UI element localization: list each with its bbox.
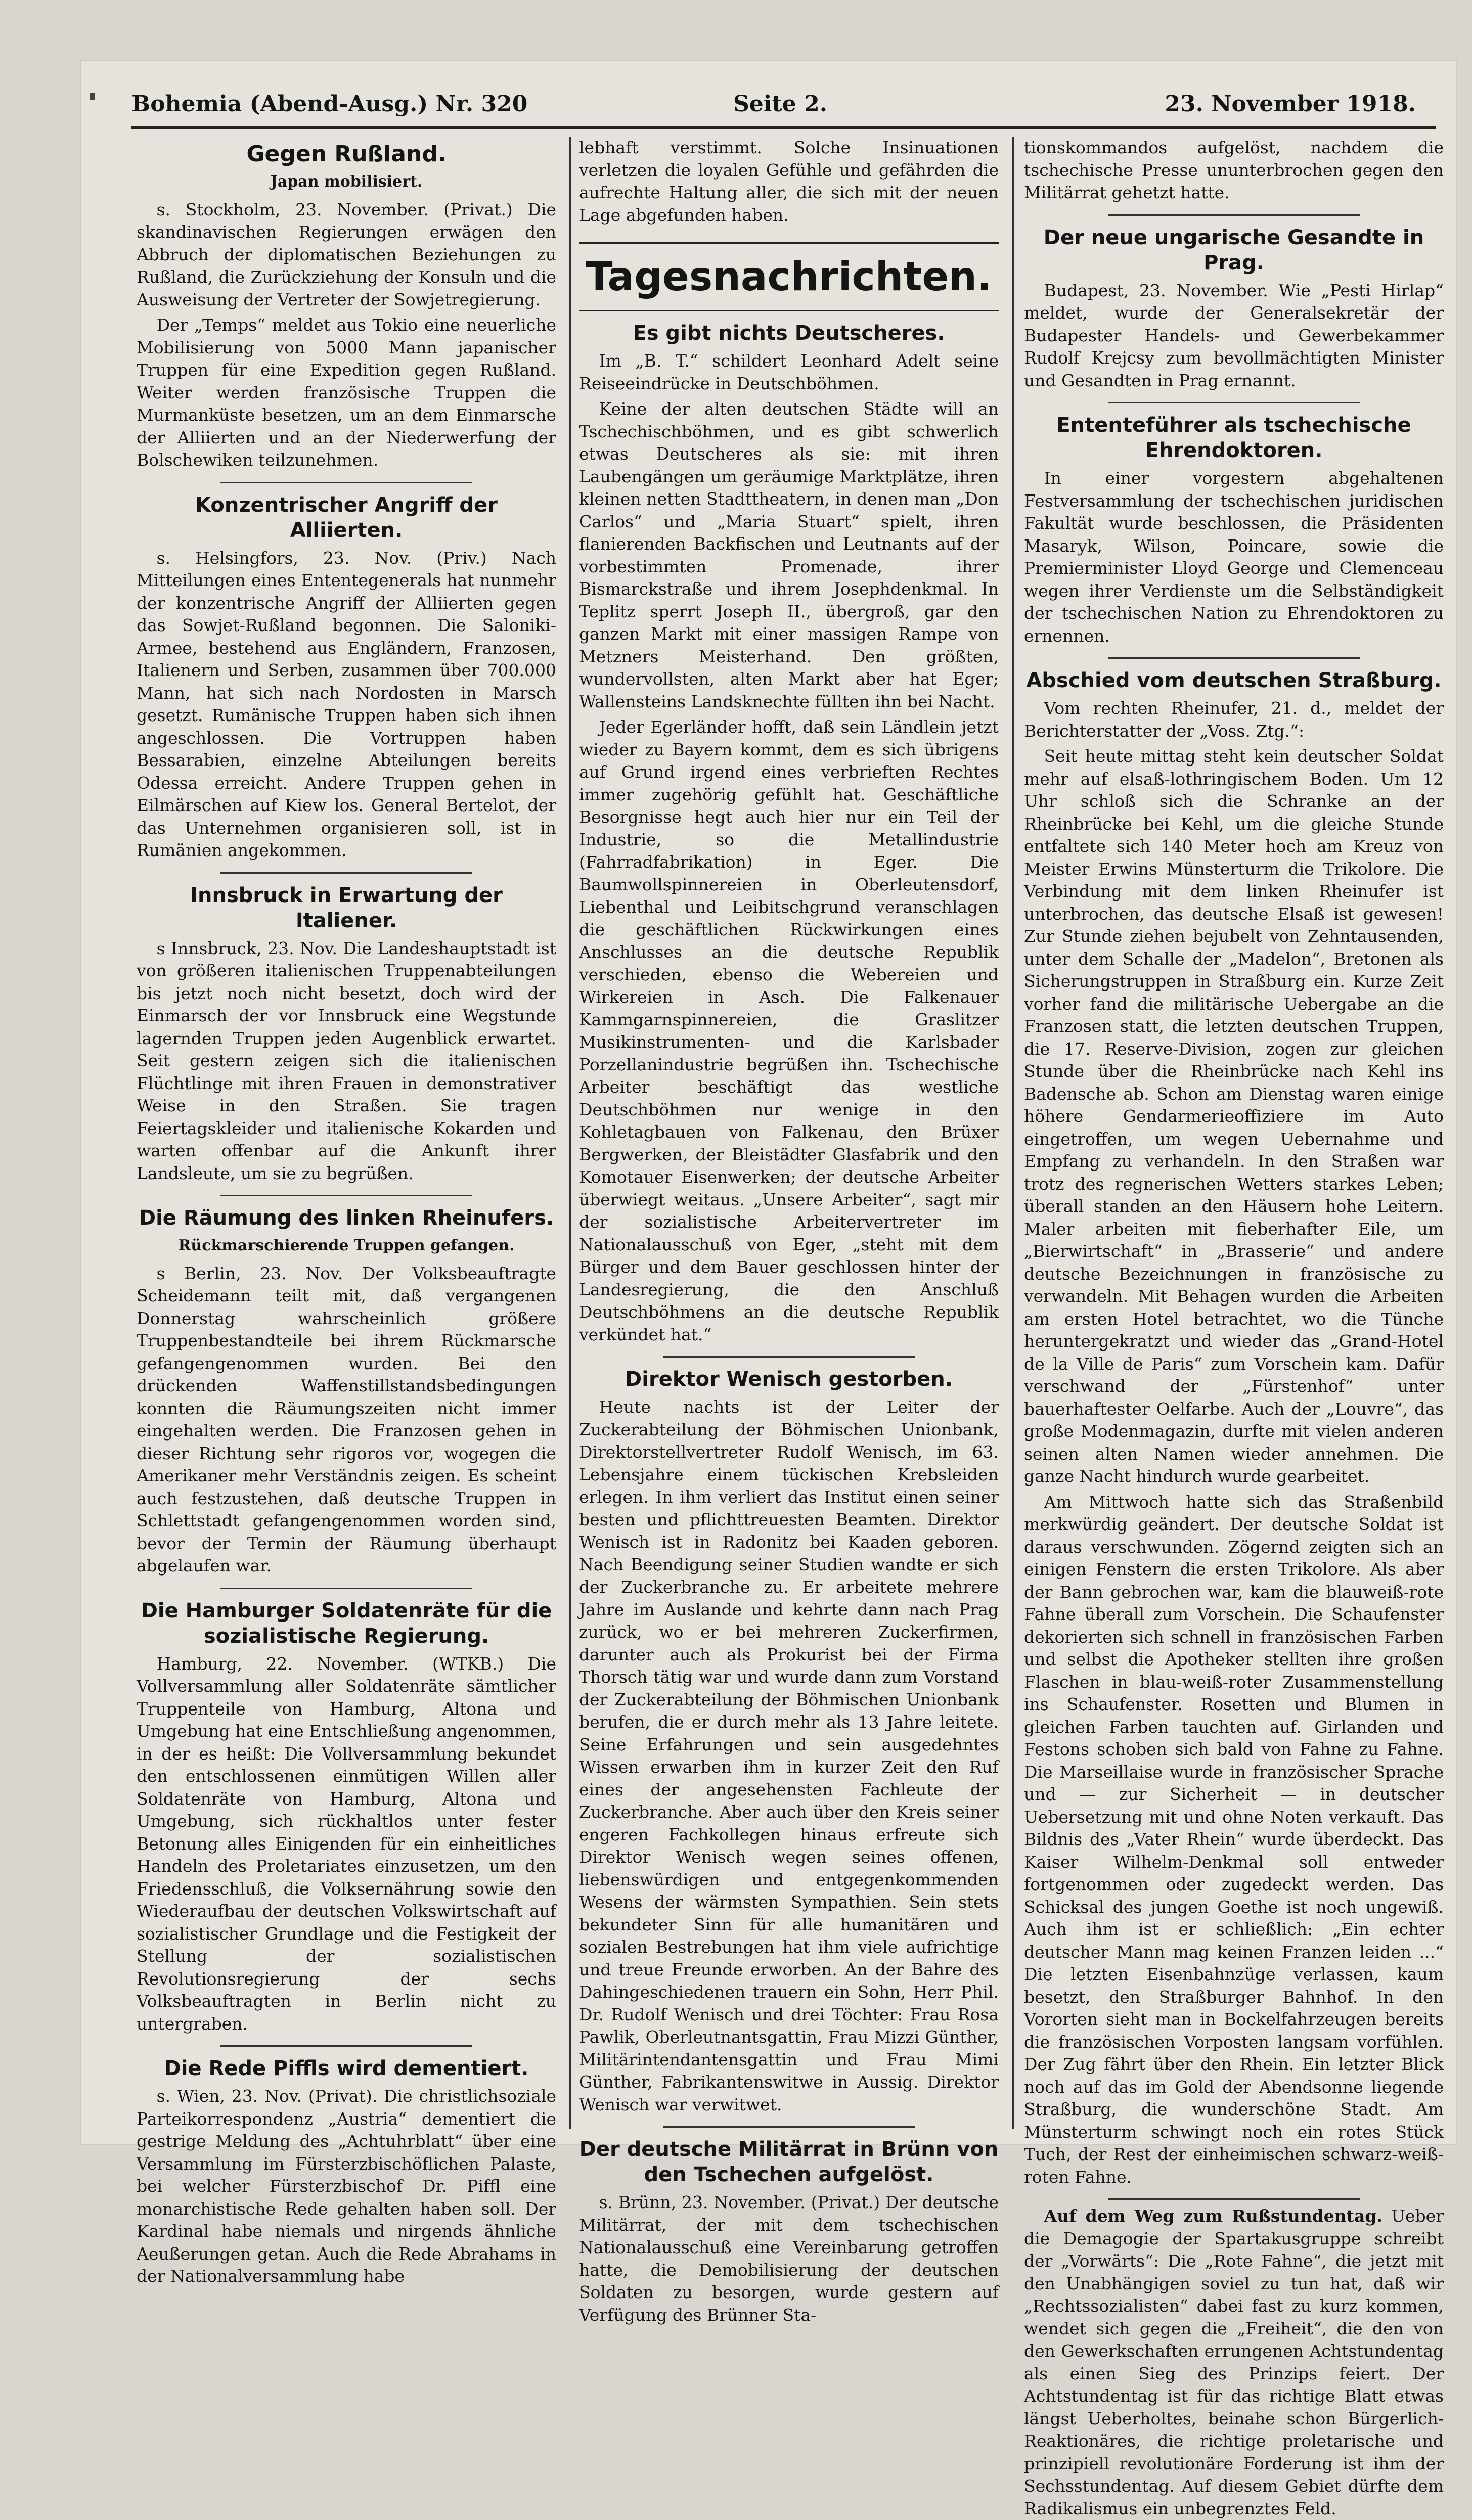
divider — [663, 2126, 915, 2128]
divider — [220, 872, 472, 874]
article-continuation: tionskommandos aufgelöst, nachdem die tschechische Presse ununterbrochen gegen den Militärrat gehetzt hatte. — [1024, 138, 1444, 202]
article-continuation: lebhaft verstimmt. Solche Insinuationen verletzen die loyalen Gefühle und gefährden die aufrechte Haltung aller, die sich mit der neuen Lage abgefunden haben. — [579, 138, 999, 225]
article-title: Die Räumung des linken Rheinufers. — [139, 1206, 554, 1230]
column-rule — [1012, 137, 1014, 2129]
divider — [220, 482, 472, 483]
article-title: Gegen Rußland. — [246, 141, 447, 167]
article-title: Innsbruck in Erwartung der Italiener. — [190, 883, 503, 932]
article-subtitle: Japan mobilisiert. — [270, 173, 423, 191]
page-header — [131, 81, 1436, 126]
article-paragraph: s. Wien, 23. Nov. (Privat). Die christlichsoziale Parteikorrespondenz „Austria“ dementiert die gestrige Meldung des „Achtuhrblatt“ über eine Versammlung im Fürsterzbischöflichen Palaste, bei welcher Fürsterzbischof Dr. Piffl eine monarchistische Rede gehalten haben soll. Der Kardinal habe niemals und nirgends ähnliche Aeußerungen getan. Auch die Rede Abrahams in der Nationalversammlung habe — [137, 2086, 556, 2286]
article-paragraph: s Innsbruck, 23. Nov. Die Landeshauptstadt ist von größeren italienischen Truppenabteilungen bis jetzt noch nicht besetzt, doch wird der Einmarsch der vor Innsbruck eine Wegstunde lagernden Truppen jeden Augenblick erwartet. Seit gestern zeigen sich die italienischen Flüchtlinge mit ihren Frauen in demonstrativer Weise in den Straßen. Sie tragen Feiertagskleider und italienische Kokarden und warten offenbar auf die Ankunft ihrer Landsleute, um sie zu begrüßen. — [137, 938, 556, 1183]
article-paragraph: Hamburg, 22. November. (WTKB.) Die Vollversammlung aller Soldatenräte sämtlicher Truppenteile von Hamburg, Altona und Umgebung hat eine Entschließung angenommen, in der es heißt: Die Vollversammlung bekundet den entschlossenen einmütigen Willen aller Soldatenräte von Hamburg, Altona und Umgebung, sich rückhaltlos unter fester Betonung alles Einigenden für ein einheitliches Handeln des Proletariates einzusetzen, um den Friedensschluß, die Volksernährung sowie den Wiederaufbau der deutschen Volkswirtschaft auf sozialistischer Grundlage und die Festigkeit der Stellung der sozialistischen Revolutionsregierung der sechs Volksbeauftragten in Berlin nicht zu untergraben. — [137, 1653, 556, 2034]
article-paragraph: Im „B. T.“ schildert Leonhard Adelt seine Reiseeindrücke in Deutschböhmen. — [579, 351, 999, 393]
article-title: Der deutsche Militärrat in Brünn von den Tschechen aufgelöst. — [579, 2138, 999, 2186]
article-title: Konzentrischer Angriff der Alliierten. — [195, 493, 498, 542]
article-title: Der neue ungarische Gesandte in Prag. — [1043, 226, 1424, 275]
column-2 — [579, 137, 999, 2325]
article-title: Die Hamburger Soldatenräte für die sozialistische Regierung. — [141, 1599, 552, 1648]
article-title: Ententeführer als tschechische Ehrendoktoren. — [1056, 414, 1411, 462]
article-paragraph: Vom rechten Rheinufer, 21. d., meldet der Berichterstatter der „Voss. Ztg.“: — [1024, 698, 1444, 741]
divider — [220, 2045, 472, 2047]
article-paragraph: Keine der alten deutschen Städte will an Tschechischböhmen, und es gibt schwerlich etwas Deutscheres als sie: mit ihren Laubengängen um geräumige Marktplätze, ihren kleinen netten Stadttheatern, in denen man „Don Carlos“ und „Maria Stuart“ spielt, ihren flanierenden Backfischen und Leutnants auf der vorbestimmten Promenade, ihrer Bismarckstraße und ihrem Josephdenkmal. In Teplitz sperrt Joseph II., übergroß, gar den ganzen Markt mit einer massigen Rampe von Metzners Meisterhand. Den größten, wundervollsten, alten Markt aber hat Eger; Wallensteins Landsknechte füllten ihn bei Nacht. — [579, 399, 999, 711]
paper-edition: Bohemia (Abend-Ausg.) Nr. 320 — [131, 91, 528, 117]
article-text: Ueber die Demagogie der Spartakusgruppe schreibt der „Vorwärts“: Die „Rote Fahne“, die jetzt mit den Unabhängigen soviel zu tun hat, daß wir „Rechtssozialisten“ dabei fast zu kurz kommen, wendet sich gegen die „Freiheit“, die den von den Gewerkschaften errungenen Achtstundentag als einen Sieg des Prinzips feiert. Der Achtstundentag ist für das richtige Blatt etwas längst Ueberholtes, beinahe schon Bürgerlich-Reaktionäres, die richtige proletarische und prinzipiell revolutionäre Forderung ist ihm der Sechsstundentag. Auf diesem Gebiet dürfte dem Radikalismus ein unbegrenztes Feld. — [1024, 2206, 1444, 2518]
margin-mark-icon — [90, 93, 95, 100]
section-title: Tagesnachrichten. — [579, 242, 999, 311]
newspaper-page — [81, 61, 1456, 2518]
article-paragraph: Budapest, 23. November. Wie „Pesti Hirlap“ meldet, wurde der Generalsekretär der Budapester Handels- und Gewerbekammer Rudolf Krejcsy zum bevollmächtigten Minister und Gesandten in Prag ernannt. — [1024, 280, 1444, 390]
article-title: Die Rede Piffls wird dementiert. — [164, 2057, 529, 2080]
article-lead: Auf dem Weg zum Rußstundentag. — [1044, 2206, 1382, 2226]
article-paragraph: Jeder Egerländer hofft, daß sein Ländlein jetzt wieder zu Bayern kommt, dem es sich übrigens auf Grund irgend eines verbrieften Rechtes immer zugehörig gefühlt hat. Geschäftliche Besorgnisse hegt auch hier nur ein Teil der Industrie, so die Metallindustrie (Fahrradfabrikation) in Eger. Die Baumwollspinnereien in Oberleutensdorf, Liebenthal und Leibitschgrund veranschlagen die geschäftlichen Rückwirkungen eines Anschlusses an die deutsche Republik verschieden, ebenso die Webereien und Wirkereien in Asch. Die Falkenauer Kammgarnspinnereien, die Graslitzer Musikinstrumenten- und die Karlsbader Porzellanindustrie begrüßen ihn. Tschechische Arbeiter beschäftigt das westliche Deutschböhmen nur wenige in den Kohletagbauen von Falkenau, den Brüxer Bergwerken, der Bleistädter Glasfabrik und den Komotauer Eisenwerken; der deutsche Arbeiter überwiegt weitaus. „Unsere Arbeiter“, sagt mir der sozialistische Arbeitervertreter im Nationalausschuß von Eger, „steht mit dem Bürger und dem Bauer geschlossen hinter der Landesregierung, die den Anschluß Deutschböhmens an die deutsche Republik verkündet hat.“ — [579, 717, 999, 1344]
divider — [220, 1588, 472, 1589]
article-subtitle: Rückmarschierende Truppen gefangen. — [178, 1237, 515, 1254]
article-title: Abschied vom deutschen Straßburg. — [1026, 669, 1442, 692]
article-paragraph: s. Helsingfors, 23. Nov. (Priv.) Nach Mitteilungen eines Ententegenerals hat nunmehr der konzentrische Angriff der Alliierten gegen das Sowjet-Rußland begonnen. Die Saloniki-Armee, bestehend aus Engländern, Franzosen, Italienern und Serben, zusammen über 700.000 Mann, hat sich nach Nordosten in Marsch gesetzt. Rumänische Truppen haben sich ihnen angeschlossen. Die Vortruppen haben Bessarabien, einzelne Abteilungen bereits Odessa erreicht. Andere Truppen gehen in Eilmärschen auf Kiew los. General Bertelot, der das Unternehmen organisieren soll, ist in Rumänien angekommen. — [137, 548, 556, 860]
divider — [1108, 657, 1360, 659]
divider — [663, 1356, 915, 1358]
page-number: Seite 2. — [733, 91, 828, 117]
article-title: Es gibt nichts Deutscheres. — [633, 322, 945, 345]
column-3 — [1024, 137, 1444, 2518]
article-paragraph: Heute nachts ist der Leiter der Zuckerabteilung der Böhmischen Unionbank, Direktorstellvertreter Rudolf Wenisch, im 63. Lebensjahre einem tückischen Krebsleiden erlegen. In ihm verliert das Institut einen seiner besten und pflichttreuesten Beamten. Direktor Wenisch ist in Radonitz bei Kaaden geboren. Nach Beendigung seiner Studien wandte er sich der Zuckerbranche zu. Er arbeitete mehrere Jahre im Auslande und kehrte dann nach Prag zurück, wo er bei mehreren Zuckerfirmen, darunter auch als Prokurist bei der Firma Thorsch tätig war und wurde dann zum Vorstand der Zuckerabteilung der Böhmischen Unionbank berufen, die er durch mehr als 13 Jahre leitete. Seine Erfahrungen und sein ausgedehntes Wissen erwarben ihm in kurzer Zeit den Ruf eines der angesehensten Fachleute der Zuckerbranche. Aber auch über den Kreis seiner engeren Fachkollegen hinaus erfreute sich Direktor Wenisch wegen seines offenen, liebenswürdigen und entgegenkommenden Wesens der wärmsten Sympathien. Sein stets bekundeter Sinn für alle humanitären und sozialen Bestrebungen hat ihm viele aufrichtige und treue Freunde erworben. An der Bahre des Dahingeschiedenen trauern ein Sohn, Herr Phil. Dr. Rudolf Wenisch und drei Töchter: Frau Rosa Pawlik, Oberleutnantsgattin, Frau Mizzi Günther, Militärintendantensgattin und Frau Mimi Günther, Fabrikantenswitwe in Aussig. Direktor Wenisch war verwitwet. — [579, 1397, 999, 2114]
column-1 — [137, 137, 556, 2286]
article-paragraph: Am Mittwoch hatte sich das Straßenbild merkwürdig geändert. Der deutsche Soldat ist daraus verschwunden. Zögernd zeigten sich an einigen Fenstern die ersten Trikolore. Als aber der Bann gebrochen war, kam die blauweiß-rote Fahne überall zum Vorschein. Die Schaufenster dekorierten sich schnell in französischen Farben und selbst die Apotheker stellten ihre großen Flaschen in blau-weiß-roter Zusammenstellung ins Schaufenster. Rosetten und Blumen in gleichen Farben tauchten auf. Girlanden und Festons schoben sich bald von Fahne zu Fahne. Die Marseillaise wurde in französischer Sprache und — zur Sicherheit — in deutscher Uebersetzung mit und ohne Noten verkauft. Das Bildnis des „Vater Rhein“ wurde überdeckt. Das Kaiser Wilhelm-Denkmal soll entweder fortgenommen oder zugedeckt werden. Das Schicksal des jungen Goethe ist noch ungewiß. Auch ihm ist er schließlich: „Ein echter deutscher Mann mag keinen Franzen leiden ...“ Die letzten Eisenbahnzüge verlassen, kaum besetzt, den Straßburger Bahnhof. In den Vororten sieht man in Bockelfahrzeugen bereits die französischen Vorposten langsam vorfühlen. Der Zug fährt über den Rhein. Ein letzter Blick noch auf das im Gold der Abendsonne liegende Straßburg, die wunderschöne Stadt. Am Münsterturm schwingt noch ein rotes Stück Tuch, der Rest der einheimischen schwarz-weiß-roten Fahne. — [1024, 1492, 1444, 2187]
divider — [1108, 2198, 1360, 2200]
divider — [220, 1195, 472, 1196]
article-paragraph: In einer vorgestern abgehaltenen Festversammlung der tschechischen juridischen Fakultät wurde beschlossen, die Präsidenten Masaryk, Wilson, Poincare, sowie die Premierminister Lloyd George und Clemenceau wegen ihrer Verdienste um die Selbständigkeit der tschechischen Nation zu Ehrendoktoren zu ernennen. — [1024, 468, 1444, 646]
header-rule — [131, 126, 1436, 129]
article-paragraph: Der „Temps“ meldet aus Tokio eine neuerliche Mobilisierung von 5000 Mann japanischer Truppen für eine Expedition gegen Rußland. Weiter werden französische Truppen die Murmanküste besetzen, um an dem Einmarsche der Alliierten und an der Niederwerfung der Bolschewiken teilzunehmen. — [137, 315, 556, 470]
article-paragraph: s. Stockholm, 23. November. (Privat.) Die skandinavischen Regierungen erwägen den Abbruch der diplomatischen Beziehungen zu Rußland, die Zurückziehung der Konsuln und die Ausweisung der Vertreter der Sowjetregierung. — [137, 199, 556, 309]
issue-date: 23. November 1918. — [1165, 91, 1416, 117]
article-paragraph: s Berlin, 23. Nov. Der Volksbeauftragte Scheidemann teilt mit, daß vergangenen Donnerstag wahrscheinlich größere Truppenbestandteile bei ihrem Rückmarsche gefangengenommen wurden. Bei den drückenden Waffenstillstandsbedingungen konnten die Räumungszeiten nicht immer eingehalten werden. Die Franzosen gehen in dieser Richtung sehr rigoros vor, wogegen die Amerikaner mehr Verständnis zeigen. Es scheint auch festzustehen, daß deutsche Truppen in Schlettstadt gefangengenommen worden sind, bevor der Termin der Räumung überhaupt abgelaufen war. — [137, 1263, 556, 1576]
divider — [1108, 402, 1360, 403]
column-rule — [569, 137, 571, 2129]
article-paragraph: Seit heute mittag steht kein deutscher Soldat mehr auf elsaß-lothringischem Boden. Um 12 Uhr schloß sich die Schranke an der Rheinbrücke bei Kehl, um die gleiche Stunde entfaltete sich 140 Meter hoch am Kreuz von Meister Erwins Münsterturm die Trikolore. Die Verbindung mit dem linken Rheinufer ist unterbrochen, das deutsche Elsaß ist gewesen! Zur Stunde ziehen bejubelt von Zehntausenden, unter dem Schalle der „Madelon“, Bretonen als Sicherungstruppen in Straßburg ein. Kurze Zeit vorher fand die militärische Uebergabe an die Franzosen statt, die letzten deutschen Truppen, die 17. Reserve-Division, zogen zur gleichen Stunde über die Rheinbrücke nach Kehl ins Badensche ab. Schon am Dienstag waren einige höhere Gendarmerieoffiziere im Auto eingetroffen, um wegen Uebernahme und Empfang zu verhandeln. In den Straßen war trotz des regnerischen Wetters starkes Leben; überall standen an den Häusern hohe Leitern. Maler arbeiten mit fieberhafter Eile, um „Bierwirtschaft“ in „Brasserie“ und andere deutsche Bezeichnungen in französische zu verwandeln. Mit Behagen wurden die Arbeiten am ersten Hotel betrachtet, wo die Tünche heruntergekratzt und wieder das „Grand-Hotel de la Ville de Paris“ zum Vorschein kam. Dafür verschwand der „Fürstenhof“ unter bauerhaftester Oelfarbe. Auch der „Louvre“, das große Modenmagazin, durfte mit vielen anderen seinen alten Namen wieder annehmen. Die ganze Nacht hindurch wurde gearbeitet. — [1024, 746, 1444, 1486]
divider — [1108, 214, 1360, 216]
article-paragraph: s. Brünn, 23. November. (Privat.) Der deutsche Militärrat, der mit dem tschechischen Nationalausschuß eine Vereinbarung getroffen hatte, die Demobilisierung der deutschen Soldaten zu besorgen, wurde gestern auf Verfügung des Brünner Sta- — [579, 2192, 999, 2325]
article-title: Direktor Wenisch gestorben. — [625, 1368, 953, 1391]
article-paragraph — [1024, 2205, 1444, 2520]
